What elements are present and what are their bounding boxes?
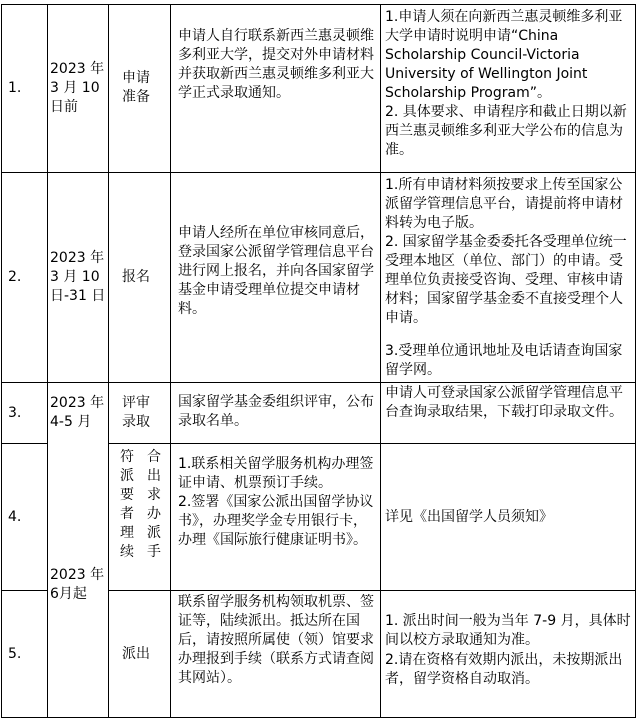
table-border-left xyxy=(1,4,2,718)
row-action: 国家留学基金委组织评审，公布录取名单。 xyxy=(178,394,374,429)
row-action: 联系留学服务机构领取机票、签证等，陆续派出。抵达所在国后，请按照所属使（领）馆要求办理报到手续（联系方式请查阅其网站）。 xyxy=(178,594,374,686)
row-note: 2. 国家留学基金委委托各受理单位统一受理本地区（单位、部门）的申请。受理单位负责接受咨询、受理、审核申请材料；国家留学基金委不直接受理个人申请。 xyxy=(385,234,627,326)
row-number: 1. xyxy=(8,79,22,96)
row-note: 1. 派出时间一般为当年 7-9 月，具体时间以校方录取通知为准。 xyxy=(385,613,631,648)
row-divider xyxy=(108,590,635,591)
row-stage: 报名 xyxy=(122,269,150,285)
row-number: 5. xyxy=(8,645,22,662)
row-number: 2. xyxy=(8,269,22,285)
row-number: 3. xyxy=(8,404,22,421)
row-note: 2.请在资格有效期内派出，未按期派出者，留学资格自动取消。 xyxy=(385,652,623,687)
col-divider xyxy=(47,4,48,718)
row-action: 1.联系相关留学服务机构办理签证申请、机票预订手续。 2.签署《国家公派出国留学协议书》，办理奖学金专用银行卡，办理《国际旅行健康证明书》。 xyxy=(178,456,374,548)
col-divider xyxy=(380,4,381,718)
col-divider xyxy=(170,4,171,718)
row-stage: 派出 xyxy=(122,645,150,662)
row-note: 1.申请人须在向新西兰惠灵顿维多利亚大学申请时说明申请“China Scholarship Council-Victoria University of Wellington Joint Scholarship Program”。 xyxy=(385,9,623,101)
row-stage: 申请准备 xyxy=(122,70,150,105)
row-time: 2023 年 3 月 10 日-31 日 xyxy=(50,250,106,304)
row-number: 4. xyxy=(8,508,22,525)
col-divider xyxy=(108,4,109,718)
row-note: 1.所有申请材料须按要求上传至国家公派留学管理信息平台，请提前将申请材料转为电子版。 xyxy=(385,177,623,231)
row-stage-col1: 符派要者理续 xyxy=(120,449,134,560)
row-action: 申请人自行联系新西兰惠灵顿维多利亚大学，提交对外申请材料并获取新西兰惠灵顿维多利亚大学正式录取通知。 xyxy=(178,28,374,101)
row-note: 详见《出国留学人员须知》 xyxy=(385,508,553,525)
row-stage-col2: 合出求办派手 xyxy=(147,449,161,560)
row-note: 2. 具体要求、申请程序和截止日期以新西兰惠灵顿维多利亚大学公布的信息为准。 xyxy=(385,104,627,158)
row-stage: 评审录取 xyxy=(122,395,150,430)
row-note: 3.受理单位通讯地址及电话请查询国家留学网。 xyxy=(385,343,623,378)
table-border-bottom xyxy=(1,717,635,718)
row-note: 申请人可登录国家公派留学管理信息平台查询录取结果，下载打印录取文件。 xyxy=(385,385,623,420)
row-time: 2023 年 6月起 xyxy=(50,567,105,602)
row-time: 2023 年 3 月 10 日前 xyxy=(50,60,105,115)
row-time: 2023 年 4-5 月 xyxy=(50,395,105,430)
row-action: 申请人经所在单位审核同意后，登录国家公派留学管理信息平台进行网上报名，并向各国家留学基金申请受理单位提交申请材料。 xyxy=(178,225,374,317)
table-border-right xyxy=(635,4,636,718)
